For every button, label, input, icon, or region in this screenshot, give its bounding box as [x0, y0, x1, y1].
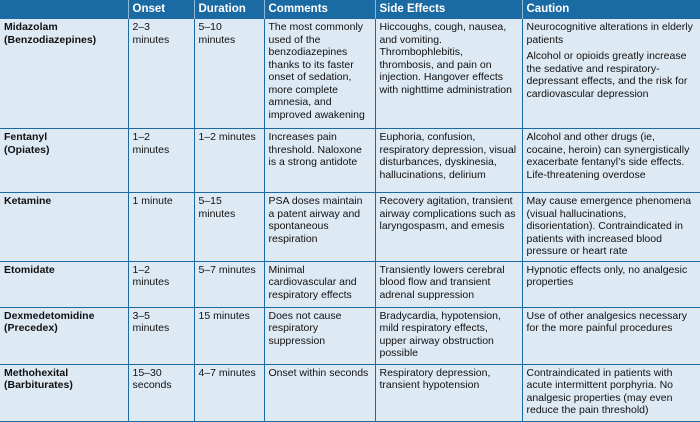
- drug-class: (Barbiturates): [4, 379, 73, 391]
- duration-cell: 5–7 minutes: [194, 261, 264, 307]
- drug-name: Midazolam: [4, 21, 58, 33]
- drug-name: Methohexital: [4, 366, 69, 379]
- table-row: [0, 129, 700, 193]
- header-drug: [0, 0, 128, 19]
- header-duration: Duration: [194, 0, 264, 19]
- header-onset: Onset: [128, 0, 194, 19]
- drug-name: Etomidate: [4, 263, 55, 276]
- duration-cell: 5–15 minutes: [194, 193, 264, 262]
- caution-text: Neurocognitive alterations in elderly patients: [526, 21, 693, 46]
- comments-cell: The most commonly used of the benzodiazepines thanks to its faster onset of sedation, more complete amnesia, and improved awakening: [264, 19, 375, 129]
- caution-text: Use of other analgesics necessary for the more painful procedures: [526, 309, 687, 334]
- caution-cell: [522, 364, 700, 421]
- side-effects-cell: Recovery agitation, transient airway complications such as laryngospasm, and emesis: [375, 193, 522, 262]
- comments-cell: Increases pain threshold. Naloxone is a strong antidote: [264, 129, 375, 193]
- side-effects-cell: Transiently lowers cerebral blood flow and transient adrenal suppression: [375, 261, 522, 307]
- caution-cell: [522, 193, 700, 262]
- onset-cell: 2–3 minutes: [128, 19, 194, 129]
- drug-cell: [0, 364, 128, 421]
- side-effects-cell: Euphoria, confusion, respiratory depression, visual disturbances, dyskinesia, hallucinations, delirium: [375, 129, 522, 193]
- header-comments: Comments: [264, 0, 375, 19]
- side-effects-cell: Bradycardia, hypotension, mild respiratory effects, upper airway obstruction possible: [375, 307, 522, 364]
- drug-cell: [0, 193, 128, 262]
- side-effects-cell: Hiccoughs, cough, nausea, and vomiting. Thrombophlebitis, thrombosis, and pain on injection. Hangover effects with nighttime administration: [375, 19, 522, 129]
- drug-class: (Benzodiazepines): [4, 33, 97, 46]
- drug-name: Ketamine: [4, 195, 52, 207]
- comments-cell: Onset within seconds: [264, 364, 375, 421]
- caution-cell: [522, 129, 700, 193]
- caution-cell: [522, 19, 700, 129]
- caution-text: Contraindicated in patients with acute intermittent porphyria. No analgesic properties (may even reduce the pain threshold): [526, 366, 673, 416]
- drug-name: Dexmedetomidine: [4, 309, 95, 322]
- header-side-effects: Side Effects: [375, 0, 522, 19]
- duration-cell: 1–2 minutes: [194, 129, 264, 193]
- comments-cell: Minimal cardiovascular and respiratory effects: [264, 261, 375, 307]
- header-caution: Caution: [522, 0, 700, 19]
- caution-text-2: Alcohol or opioids greatly increase the sedative and respiratory-depressant effects, and the risk for cardiovascular depression: [526, 50, 688, 100]
- drug-class: (Precedex): [4, 322, 58, 334]
- duration-cell: 15 minutes: [194, 307, 264, 364]
- onset-cell: 1–2 minutes: [128, 261, 194, 307]
- onset-cell: 3–5 minutes: [128, 307, 194, 364]
- table-row: [0, 261, 700, 307]
- drug-cell: [0, 261, 128, 307]
- comments-cell: Does not cause respiratory suppression: [264, 307, 375, 364]
- table-row: [0, 19, 700, 129]
- onset-cell: 15–30 seconds: [128, 364, 194, 421]
- drug-cell: [0, 307, 128, 364]
- caution-text: May cause emergence phenomena (visual hallucinations, disorientation). Contraindicated in patients with increased blood pressure or heart rate: [526, 195, 692, 257]
- side-effects-cell: Respiratory depression, transient hypotension: [375, 364, 522, 421]
- table-row: [0, 307, 700, 364]
- header-row: [0, 0, 700, 19]
- onset-cell: 1 minute: [128, 193, 194, 262]
- drug-name: Fentanyl: [4, 131, 48, 143]
- drug-cell: [0, 19, 128, 129]
- caution-text: Alcohol and other drugs (ie, cocaine, heroin) can synergistically exacerbate fentanyl’s side effects. Life-threatening overdose: [526, 131, 690, 181]
- table-row: [0, 193, 700, 262]
- caution-cell: [522, 307, 700, 364]
- drug-class: (Opiates): [4, 143, 50, 156]
- table-row: [0, 364, 700, 421]
- drug-cell: [0, 129, 128, 193]
- onset-cell: 1–2 minutes: [128, 129, 194, 193]
- comments-cell: PSA doses maintain a patent airway and spontaneous respiration: [264, 193, 375, 262]
- caution-text: Hypnotic effects only, no analgesic properties: [526, 263, 688, 288]
- duration-cell: 5–10 minutes: [194, 19, 264, 129]
- caution-cell: [522, 261, 700, 307]
- duration-cell: 4–7 minutes: [194, 364, 264, 421]
